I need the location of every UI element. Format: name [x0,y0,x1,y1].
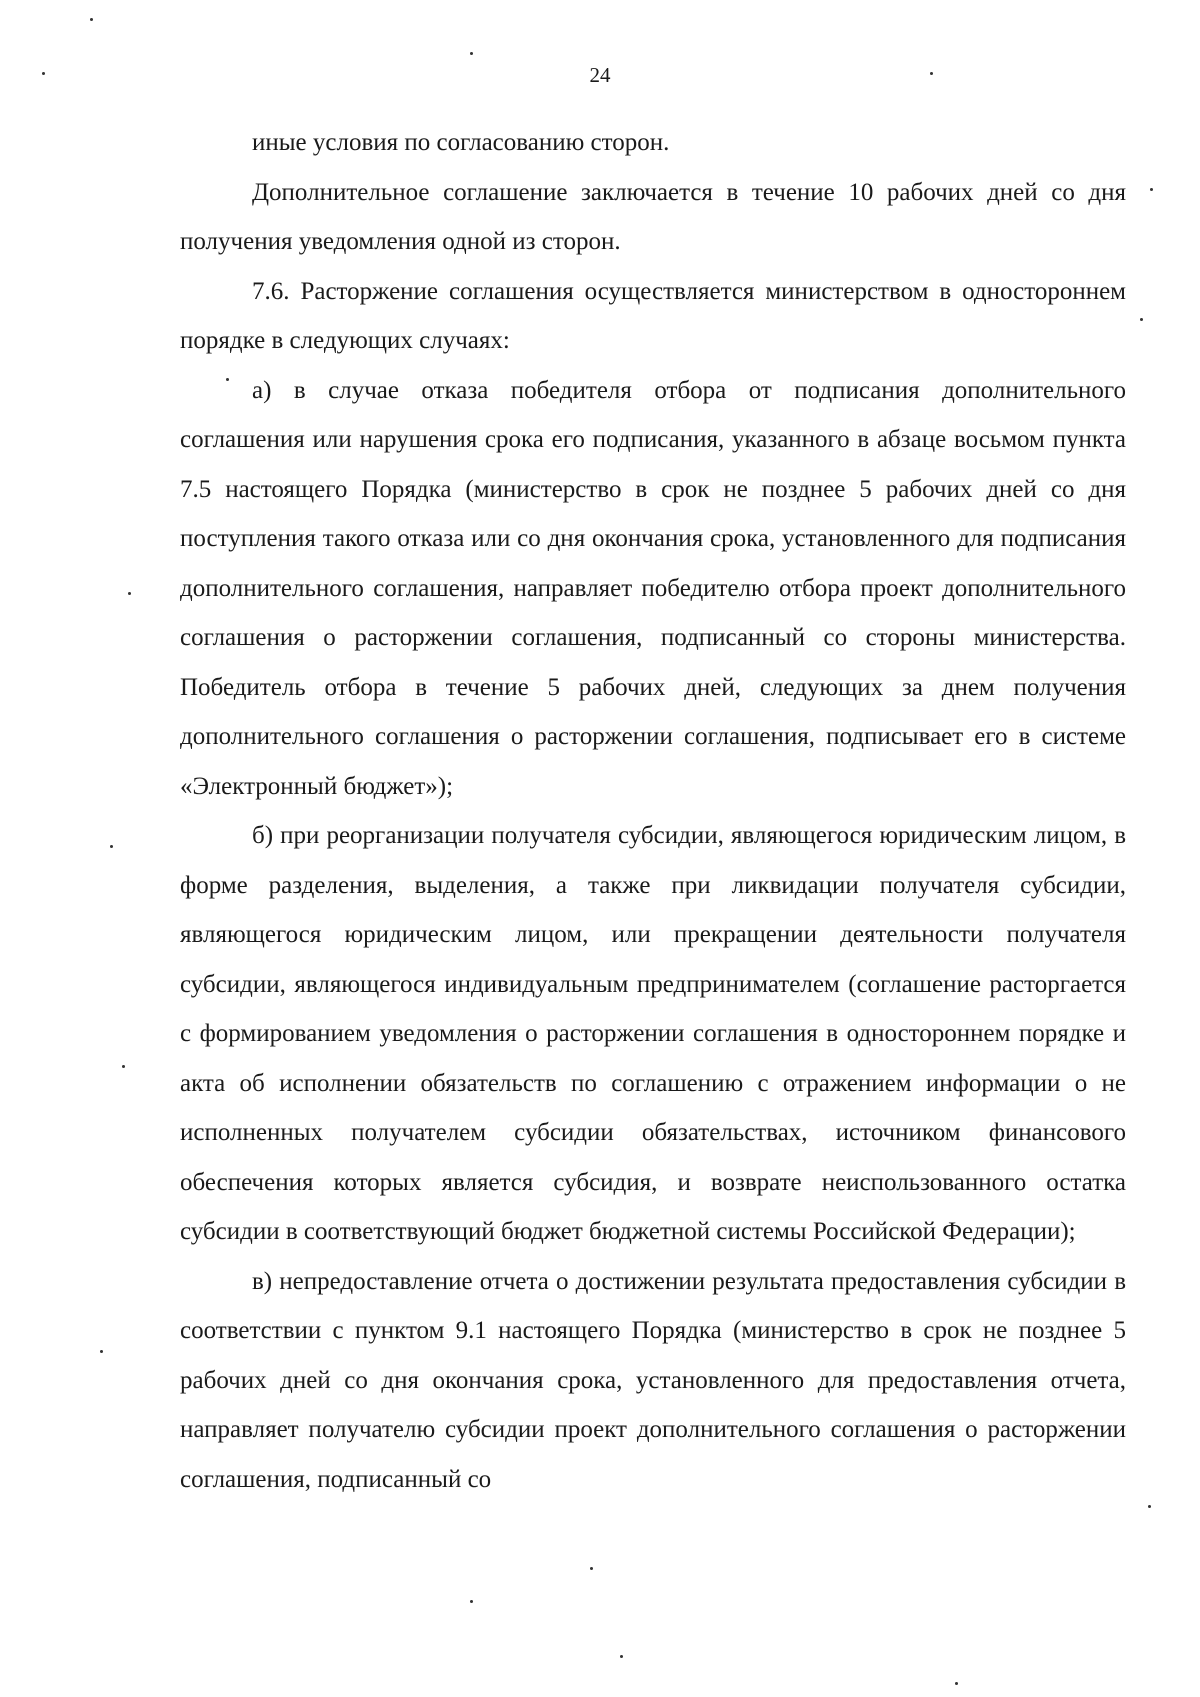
page-number: 24 [589,63,611,87]
document-body [180,118,1126,1504]
scan-speck [1148,1505,1151,1508]
paragraph-case-a: а) в случае отказа победителя отбора от подписания дополнительного соглашения или нарушения срока его подписания, указанного в абзаце восьмом пункта 7.5 настоящего Порядка (министерство в срок не позднее 5 рабочих дней со дня поступления такого отказа или со дня окончания срока, установленного для подписания дополнительного соглашения, направляет победителю отбора проект дополнительного соглашения о расторжении соглашения, подписанный со стороны министерства. Победитель отбора в течение 5 рабочих дней, следующих за днем получения дополнительного соглашения о расторжении соглашения, подписывает его в системе «Электронный бюджет»); [180,376,1126,800]
scan-speck [122,1065,125,1068]
paragraph-additional-agreement: Дополнительное соглашение заключается в течение 10 рабочих дней со дня получения уведомления одной из сторон. [180,178,1126,255]
paragraph-case-b: б) при реорганизации получателя субсидии, являющегося юридическим лицом, в форме разделения, выделения, а также при ликвидации получателя субсидии, являющегося юридическим лицом, или прекращении деятельности получателя субсидии, являющегося индивидуальным предпринимателем (соглашение расторгается с формированием уведомления о расторжении соглашения в одностороннем порядке и акта об исполнении обязательств по соглашению с отражением информации о не исполненных получателем субсидии обязательствах, источником финансового обеспечения которых является субсидия, и возврате неиспользованного остатка субсидии в соответствующий бюджет бюджетной системы Российской Федерации); [180,822,1126,1245]
scan-speck [100,1350,103,1353]
scan-speck [930,72,933,75]
scan-speck [470,1600,473,1603]
scan-speck [620,1655,623,1658]
paragraph-section-7-6: 7.6. Расторжение соглашения осуществляется министерством в одностороннем порядке в следующих случаях: [180,277,1126,354]
paragraph-case-v: в) непредоставление отчета о достижении результата предоставления субсидии в соответствии с пунктом 9.1 настоящего Порядка (министерство в срок не позднее 5 рабочих дней со дня окончания срока, установленного для предоставления отчета, направляет получателю субсидии проект дополнительного соглашения о расторжении соглашения, подписанный со [180,1267,1126,1493]
paragraph-other-conditions: иные условия по согласованию сторон. [252,129,670,156]
scan-speck [1140,318,1143,321]
scan-speck [1150,188,1153,191]
scan-speck [128,592,131,595]
scan-speck [590,1567,593,1570]
scan-speck [470,52,473,55]
scan-speck [226,378,229,381]
scan-speck [90,18,93,21]
scan-speck [955,1682,958,1685]
scan-speck [110,845,113,848]
scan-speck [42,72,45,75]
